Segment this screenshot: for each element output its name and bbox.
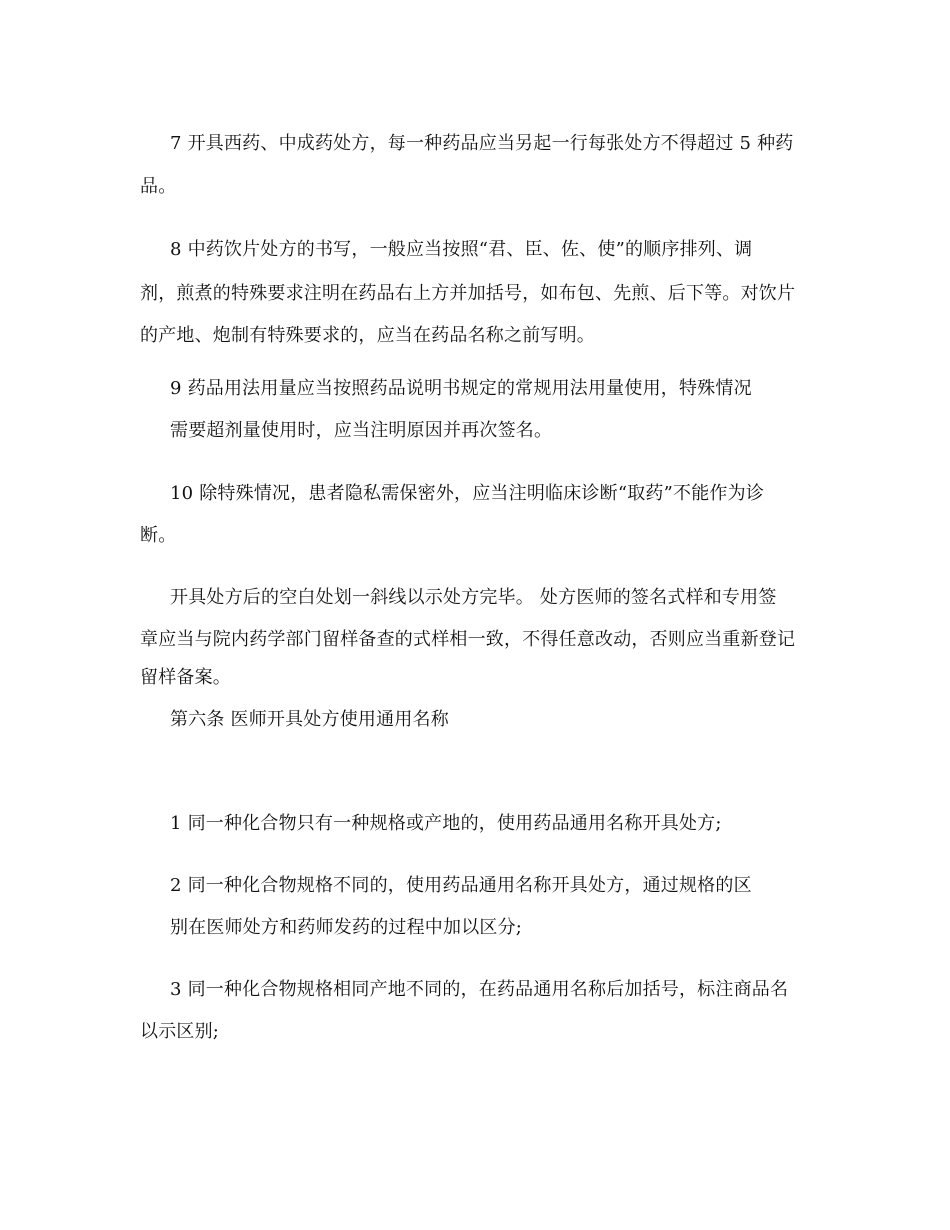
text-line: 留样备案。 [140, 667, 231, 688]
text-line: 9 药品用法用量应当按照药品说明书规定的常规用法用量使用，特殊情况 [170, 378, 752, 399]
text-line: 章应当与院内药学部门留样备查的式样相一致，不得任意改动，否则应当重新登记 [140, 629, 796, 650]
text-line: 品。 [140, 176, 177, 197]
text-line: 3 同一种化合物规格相同产地不同的，在药品通用名称后加括号，标注商品名 [170, 979, 789, 1000]
text-line: 8 中药饮片处方的书写，一般应当按照“君、臣、佐、使”的顺序排列、调 [170, 239, 753, 260]
text-line: 的产地、炮制有特殊要求的，应当在药品名称之前写明。 [140, 325, 595, 346]
section-heading: 第六条 医师开具处方使用通用名称 [170, 709, 449, 730]
text-line: 别在医师处方和药师发药的过程中加以区分; [170, 917, 523, 938]
text-line: 7 开具西药、中成药处方，每一种药品应当另起一行每张处方不得超过 5 种药 [170, 133, 794, 154]
text-line: 断。 [140, 525, 177, 546]
text-line: 1 同一种化合物只有一种规格或产地的，使用药品通用名称开具处方; [170, 813, 722, 834]
text-line: 以示区别; [140, 1021, 220, 1042]
text-line: 2 同一种化合物规格不同的，使用药品通用名称开具处方，通过规格的区 [170, 875, 752, 896]
text-line: 开具处方后的空白处划一斜线以示处方完毕。 处方医师的签名式样和专用签 [170, 587, 777, 608]
text-line: 需要超剂量使用时，应当注明原因并再次签名。 [170, 420, 553, 441]
text-line: 剂，煎煮的特殊要求注明在药品右上方并加括号，如布包、先煎、后下等。对饮片 [140, 283, 796, 304]
text-line: 10 除特殊情况，患者隐私需保密外，应当注明临床诊断“取药”不能作为诊 [170, 483, 765, 504]
